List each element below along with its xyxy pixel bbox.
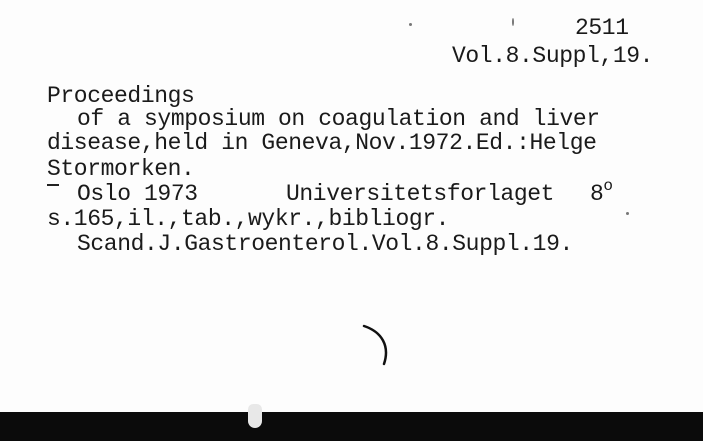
collation: s.165,il.,tab.,wykr.,bibliogr. (47, 206, 450, 232)
speck-mark (512, 18, 514, 26)
speck-mark (409, 23, 412, 26)
bracket-mark (360, 322, 396, 368)
format-number: 8 (590, 181, 604, 207)
title-line-2: disease,held in Geneva,Nov.1972.Ed.:Helge (47, 130, 597, 156)
card-punch-hole (248, 404, 262, 428)
imprint-publisher: Universitetsforlaget (286, 181, 555, 207)
heading: Proceedings (47, 83, 195, 109)
call-number: 2511 (575, 15, 629, 41)
card-bottom-edge (0, 412, 703, 441)
title-line-1: of a symposium on coagulation and liver (77, 106, 600, 132)
imprint-place-year: Oslo 1973 (77, 181, 198, 207)
format-superscript: o (603, 177, 613, 195)
journal-reference: Scand.J.Gastroenterol.Vol.8.Suppl.19. (77, 231, 573, 257)
imprint-format (590, 177, 613, 208)
dash-mark (47, 184, 59, 186)
speck-mark (626, 212, 629, 215)
title-line-3: Stormorken. (47, 156, 195, 182)
series-reference: Vol.8.Suppl,19. (452, 43, 654, 69)
